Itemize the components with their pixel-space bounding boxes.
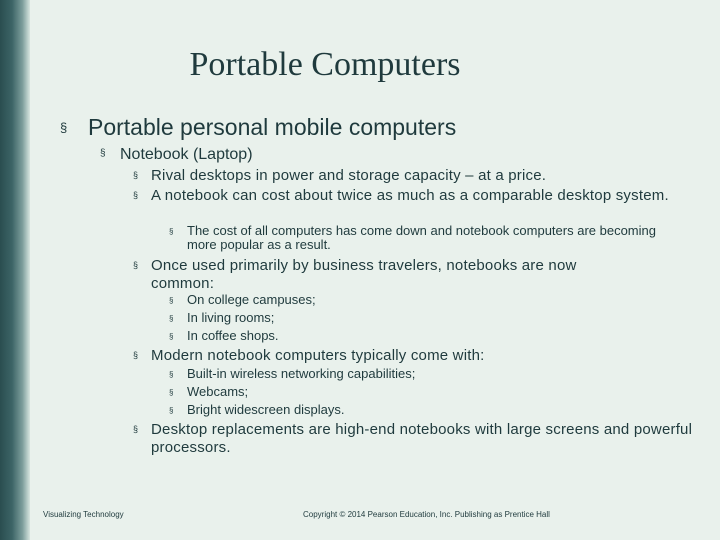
bullet-level4 bbox=[169, 293, 669, 307]
footer-left: Visualizing Technology bbox=[43, 510, 124, 519]
bullet-marker: § bbox=[169, 332, 174, 341]
bullet-level3 bbox=[133, 187, 673, 205]
bullet-level3 bbox=[133, 257, 633, 293]
bullet-text: Desktop replacements are high-end notebooks with large screens and powerful processors. bbox=[151, 421, 693, 456]
bullet-level4 bbox=[169, 403, 669, 417]
bullet-marker: § bbox=[133, 424, 139, 434]
bullet-marker: § bbox=[60, 120, 68, 135]
bullet-marker: § bbox=[100, 148, 106, 159]
bullet-marker: § bbox=[169, 227, 174, 236]
bullet-marker: § bbox=[169, 296, 174, 305]
bullet-marker: § bbox=[169, 406, 174, 415]
bullet-level1 bbox=[60, 114, 700, 142]
footer-copyright: Copyright © 2014 Pearson Education, Inc. Publishing as Prentice Hall bbox=[303, 510, 550, 519]
bullet-text: The cost of all computers has come down and notebook computers are becoming more popular as a result. bbox=[187, 223, 656, 252]
bullet-marker: § bbox=[133, 260, 139, 270]
bullet-marker: § bbox=[133, 170, 139, 180]
bullet-text: Rival desktops in power and storage capacity – at a price. bbox=[151, 167, 547, 184]
bullet-level4 bbox=[169, 311, 669, 325]
slide-title: Portable Computers bbox=[189, 46, 461, 83]
bullet-text: Notebook (Laptop) bbox=[120, 146, 253, 163]
bullet-level3 bbox=[133, 421, 693, 457]
bullet-marker: § bbox=[169, 314, 174, 323]
bullet-marker: § bbox=[133, 350, 139, 360]
bullet-text: Portable personal mobile computers bbox=[88, 114, 457, 140]
bullet-marker: § bbox=[169, 388, 174, 397]
bullet-marker: § bbox=[169, 370, 174, 379]
bullet-text: Built-in wireless networking capabilities; bbox=[187, 366, 416, 381]
bullet-level4 bbox=[169, 367, 669, 381]
bullet-level4 bbox=[169, 385, 669, 399]
bullet-text: In coffee shops. bbox=[187, 328, 279, 343]
bullet-level4 bbox=[169, 329, 669, 343]
bullet-level4 bbox=[169, 224, 669, 252]
bullet-text: Bright widescreen displays. bbox=[187, 402, 345, 417]
bullet-level2 bbox=[100, 145, 700, 164]
bullet-text: Webcams; bbox=[187, 384, 249, 399]
bullet-level3 bbox=[133, 167, 693, 185]
bullet-text: Once used primarily by business travelers, notebooks are now common: bbox=[151, 257, 577, 292]
bullet-text: Modern notebook computers typically come with: bbox=[151, 347, 485, 364]
bullet-marker: § bbox=[133, 190, 139, 200]
bullet-text: In living rooms; bbox=[187, 310, 275, 325]
bullet-text: A notebook can cost about twice as much as a comparable desktop system. bbox=[151, 187, 669, 204]
bullet-level3 bbox=[133, 347, 693, 365]
bullet-text: On college campuses; bbox=[187, 292, 316, 307]
